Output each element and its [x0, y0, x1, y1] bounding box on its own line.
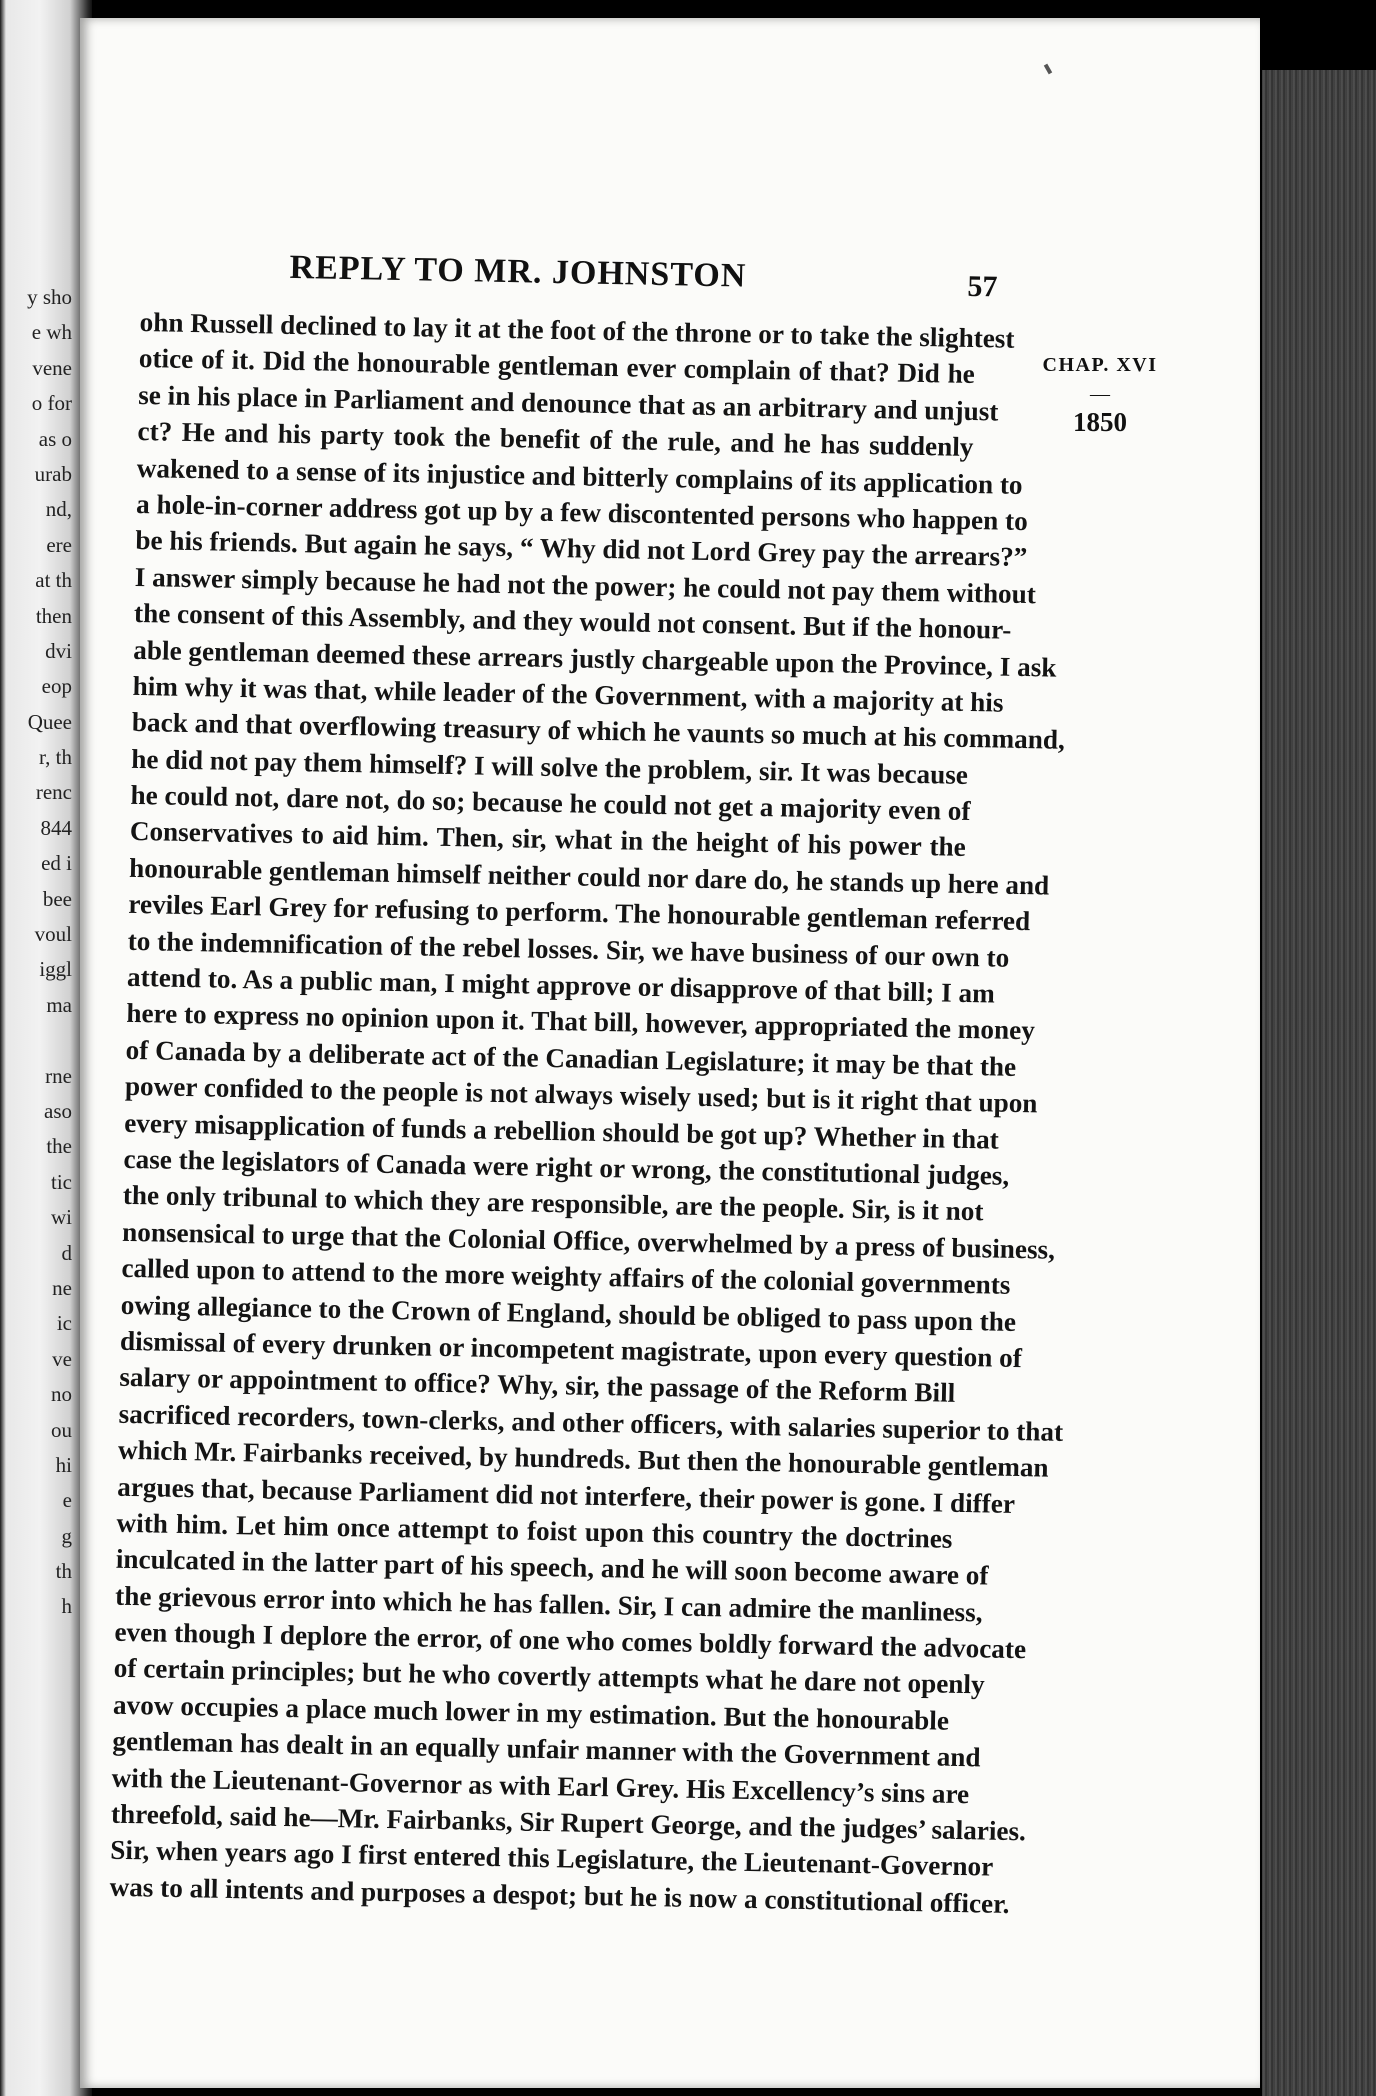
fore-edge-top: [1262, 0, 1376, 70]
text-line: he did not pay them himself? I will solve the problem, sir. It was because: [130, 743, 969, 790]
running-head-title: REPLY TO MR. JOHNSTON: [289, 248, 747, 295]
text-line: sacrificed recorders, town-clerks, and other officers, with salaries superior to that: [118, 1398, 1064, 1447]
previous-page-fragment: as o: [38, 426, 72, 451]
text-line: even though I deplore the error, of one who comes boldly forward the advocate: [114, 1616, 1027, 1665]
text-line: owing allegiance to the Crown of England, should be obliged to pass upon the: [120, 1289, 1017, 1337]
text-line: threefold, said he—Mr. Fairbanks, Sir Rupert George, and the judges’ salaries.: [110, 1798, 1027, 1847]
text-line: Conservatives to aid him. Then, sir, what in the height of his power the: [129, 816, 967, 863]
text-line: with him. Let him once attempt to foist upon this country the doctrines: [116, 1507, 953, 1554]
previous-page-fragment: [0, 1696, 72, 1731]
text-line: here to express no opinion upon it. That bill, however, appropriated the money: [126, 998, 1036, 1046]
previous-page-fragment: ve: [52, 1346, 72, 1371]
text-line: dismissal of every drunken or incompetent magistrate, upon every question of: [119, 1325, 1023, 1374]
previous-page-fragment: r, th: [39, 745, 72, 770]
text-line: the grievous error into which he has fallen. Sir, I can admire the manliness,: [114, 1580, 983, 1628]
text-line: back and that overflowing treasury of which he vaunts so much at his command,: [131, 707, 1066, 756]
text-line: called upon to attend to the more weighty affairs of the colonial governments: [121, 1252, 1011, 1301]
text-line: reviles Earl Grey for refusing to perform. The honourable gentleman referred: [128, 889, 1031, 937]
previous-page-fragment: nd,: [45, 497, 72, 522]
previous-page-fragment: at th: [35, 568, 72, 593]
previous-page-fragment: the: [46, 1134, 72, 1159]
margin-dash: —: [1090, 383, 1110, 405]
book-page: [80, 18, 1260, 2088]
previous-page-fragment: ic: [56, 1311, 72, 1336]
previous-page-fragment: 844: [40, 815, 72, 840]
previous-page-fragment: ma: [46, 992, 72, 1017]
text-line: case the legislators of Canada were right or wrong, the constitutional judges,: [123, 1143, 1010, 1191]
text-line: nonsensical to urge that the Colonial Office, overwhelmed by a press of business,: [121, 1216, 1056, 1265]
fore-edge: [1262, 70, 1376, 2096]
previous-page-fragment: g: [61, 1523, 72, 1548]
text-line: argues that, because Parliament did not interfere, their power is gone. I differ: [117, 1471, 1016, 1519]
text-line: ct? He and his party took the benefit of the rule, and he has suddenly: [137, 416, 974, 463]
previous-page-fragment: wi: [51, 1205, 72, 1230]
previous-page-fragment: d: [61, 1240, 72, 1265]
margin-year: 1850: [1073, 407, 1127, 437]
text-line: gentleman has dealt in an equally unfair manner with the Government and: [112, 1725, 981, 1773]
previous-page-fragment: hi: [55, 1452, 72, 1477]
previous-page-fragment: [0, 1625, 72, 1660]
previous-page-fragment: o for: [31, 391, 72, 416]
previous-page-fragment: [0, 1802, 72, 1837]
text-line: attend to. As a public man, I might approve or disapprove of that bill; I am: [126, 961, 996, 1009]
previous-page-fragment: ou: [51, 1417, 72, 1442]
text-line: every misapplication of funds a rebellion should be got up? Whether in that: [123, 1107, 1000, 1155]
text-line: wakened to a sense of its injustice and bitterly complains of its application to: [136, 452, 1023, 500]
text-line: power confided to the people is not always wisely used; but is it right that upon: [124, 1071, 1038, 1119]
previous-page-fragment: [0, 1766, 72, 1801]
previous-page-fragment: iggl: [39, 957, 72, 982]
page-content: [109, 18, 1260, 2088]
text-line: able gentleman deemed these arrears justly chargeable upon the Province, I ask: [133, 634, 1057, 683]
text-line: was to all intents and purposes a despot; but he is now a constitutional officer.: [109, 1871, 1010, 1919]
previous-page-fragment: dvi: [45, 638, 72, 663]
text-line: a hole-in-corner address got up by a few discontented persons who happen to: [135, 488, 1029, 537]
previous-page-fragment: [0, 1023, 72, 1058]
text-line: se in his place in Parliament and denounce that as an arbitrary and unjust: [137, 379, 999, 427]
previous-page-fragment: y sho: [27, 285, 72, 309]
margin-note: [1020, 354, 1180, 438]
page-number: 57: [967, 269, 998, 304]
previous-page-fragment: vene: [32, 355, 72, 380]
text-line: of Canada by a deliberate act of the Canadian Legislature; it may be that the: [125, 1034, 1017, 1082]
text-line: I answer simply because he had not the power; he could not pay them without: [134, 561, 1037, 609]
previous-page-fragment: h: [61, 1594, 72, 1619]
text-line: to the indemnification of the rebel losses. Sir, we have business of our own to: [127, 925, 1010, 973]
text-line: the only tribunal to which they are responsible, are the people. Sir, is it not: [122, 1180, 984, 1227]
previous-page-fragment: urab: [34, 461, 72, 486]
previous-page-fragment: ed i: [41, 851, 72, 876]
text-line: inculcated in the latter part of his speech, and he will soon become aware of: [115, 1544, 989, 1591]
text-line: otice of it. Did the honourable gentleman ever complain of that? Did he: [138, 343, 976, 390]
body-text: [109, 304, 1066, 1921]
previous-page-text: [0, 280, 72, 1837]
text-line: Sir, when years ago I first entered this Legislature, the Lieutenant-Governor: [110, 1835, 994, 1883]
previous-page-fragment: aso: [44, 1098, 72, 1123]
previous-page-fragment: [0, 1731, 72, 1766]
previous-page-fragment: eop: [41, 674, 72, 699]
text-line: avow occupies a place much lower in my estimation. But the honourable: [112, 1689, 950, 1736]
previous-page-fragment: rne: [45, 1063, 72, 1088]
previous-page-fragment: ere: [46, 532, 72, 557]
previous-page-fragment: tic: [51, 1169, 72, 1194]
text-line: him why it was that, while leader of the Government, with a majority at his: [132, 670, 1004, 718]
text-line: he could not, dare not, do so; because he could not get a majority even of: [130, 779, 971, 827]
text-line: the consent of this Assembly, and they would not consent. But if the honour-: [133, 598, 1012, 645]
text-line: which Mr. Fairbanks received, by hundreds. But then the honourable gentleman: [117, 1434, 1049, 1483]
text-line: of certain principles; but he who covertly attempts what he dare not openly: [113, 1653, 985, 1700]
text-line: honourable gentleman himself neither could nor dare do, he stands up here and: [128, 852, 1050, 901]
text-line: be his friends. But again he says, “ Why did not Lord Grey pay the arrears?”: [135, 525, 1028, 573]
previous-page-fragment: renc: [35, 780, 72, 805]
text-line: with the Lieutenant-Governor as with Earl Grey. His Excellency’s sins are: [111, 1762, 970, 1809]
previous-page-fragment: Quee: [27, 709, 72, 734]
previous-page-fragment: e: [62, 1488, 72, 1513]
previous-page-fragment: no: [51, 1382, 72, 1407]
previous-page-fragment: voul: [34, 922, 72, 947]
previous-page-edge: [0, 0, 92, 2096]
previous-page-fragment: th: [55, 1559, 72, 1584]
previous-page-fragment: e wh: [31, 320, 72, 345]
text-line: ohn Russell declined to lay it at the foot of the throne or to take the slightest: [139, 306, 1015, 354]
previous-page-fragment: then: [35, 603, 72, 628]
text-line: salary or appointment to office? Why, sir, the passage of the Reform Bill: [119, 1362, 956, 1409]
previous-page-fragment: [0, 1660, 72, 1695]
previous-page-fragment: ne: [52, 1275, 72, 1300]
margin-chapter: CHAP. XVI: [1042, 354, 1158, 376]
previous-page-fragment: bee: [42, 886, 72, 911]
